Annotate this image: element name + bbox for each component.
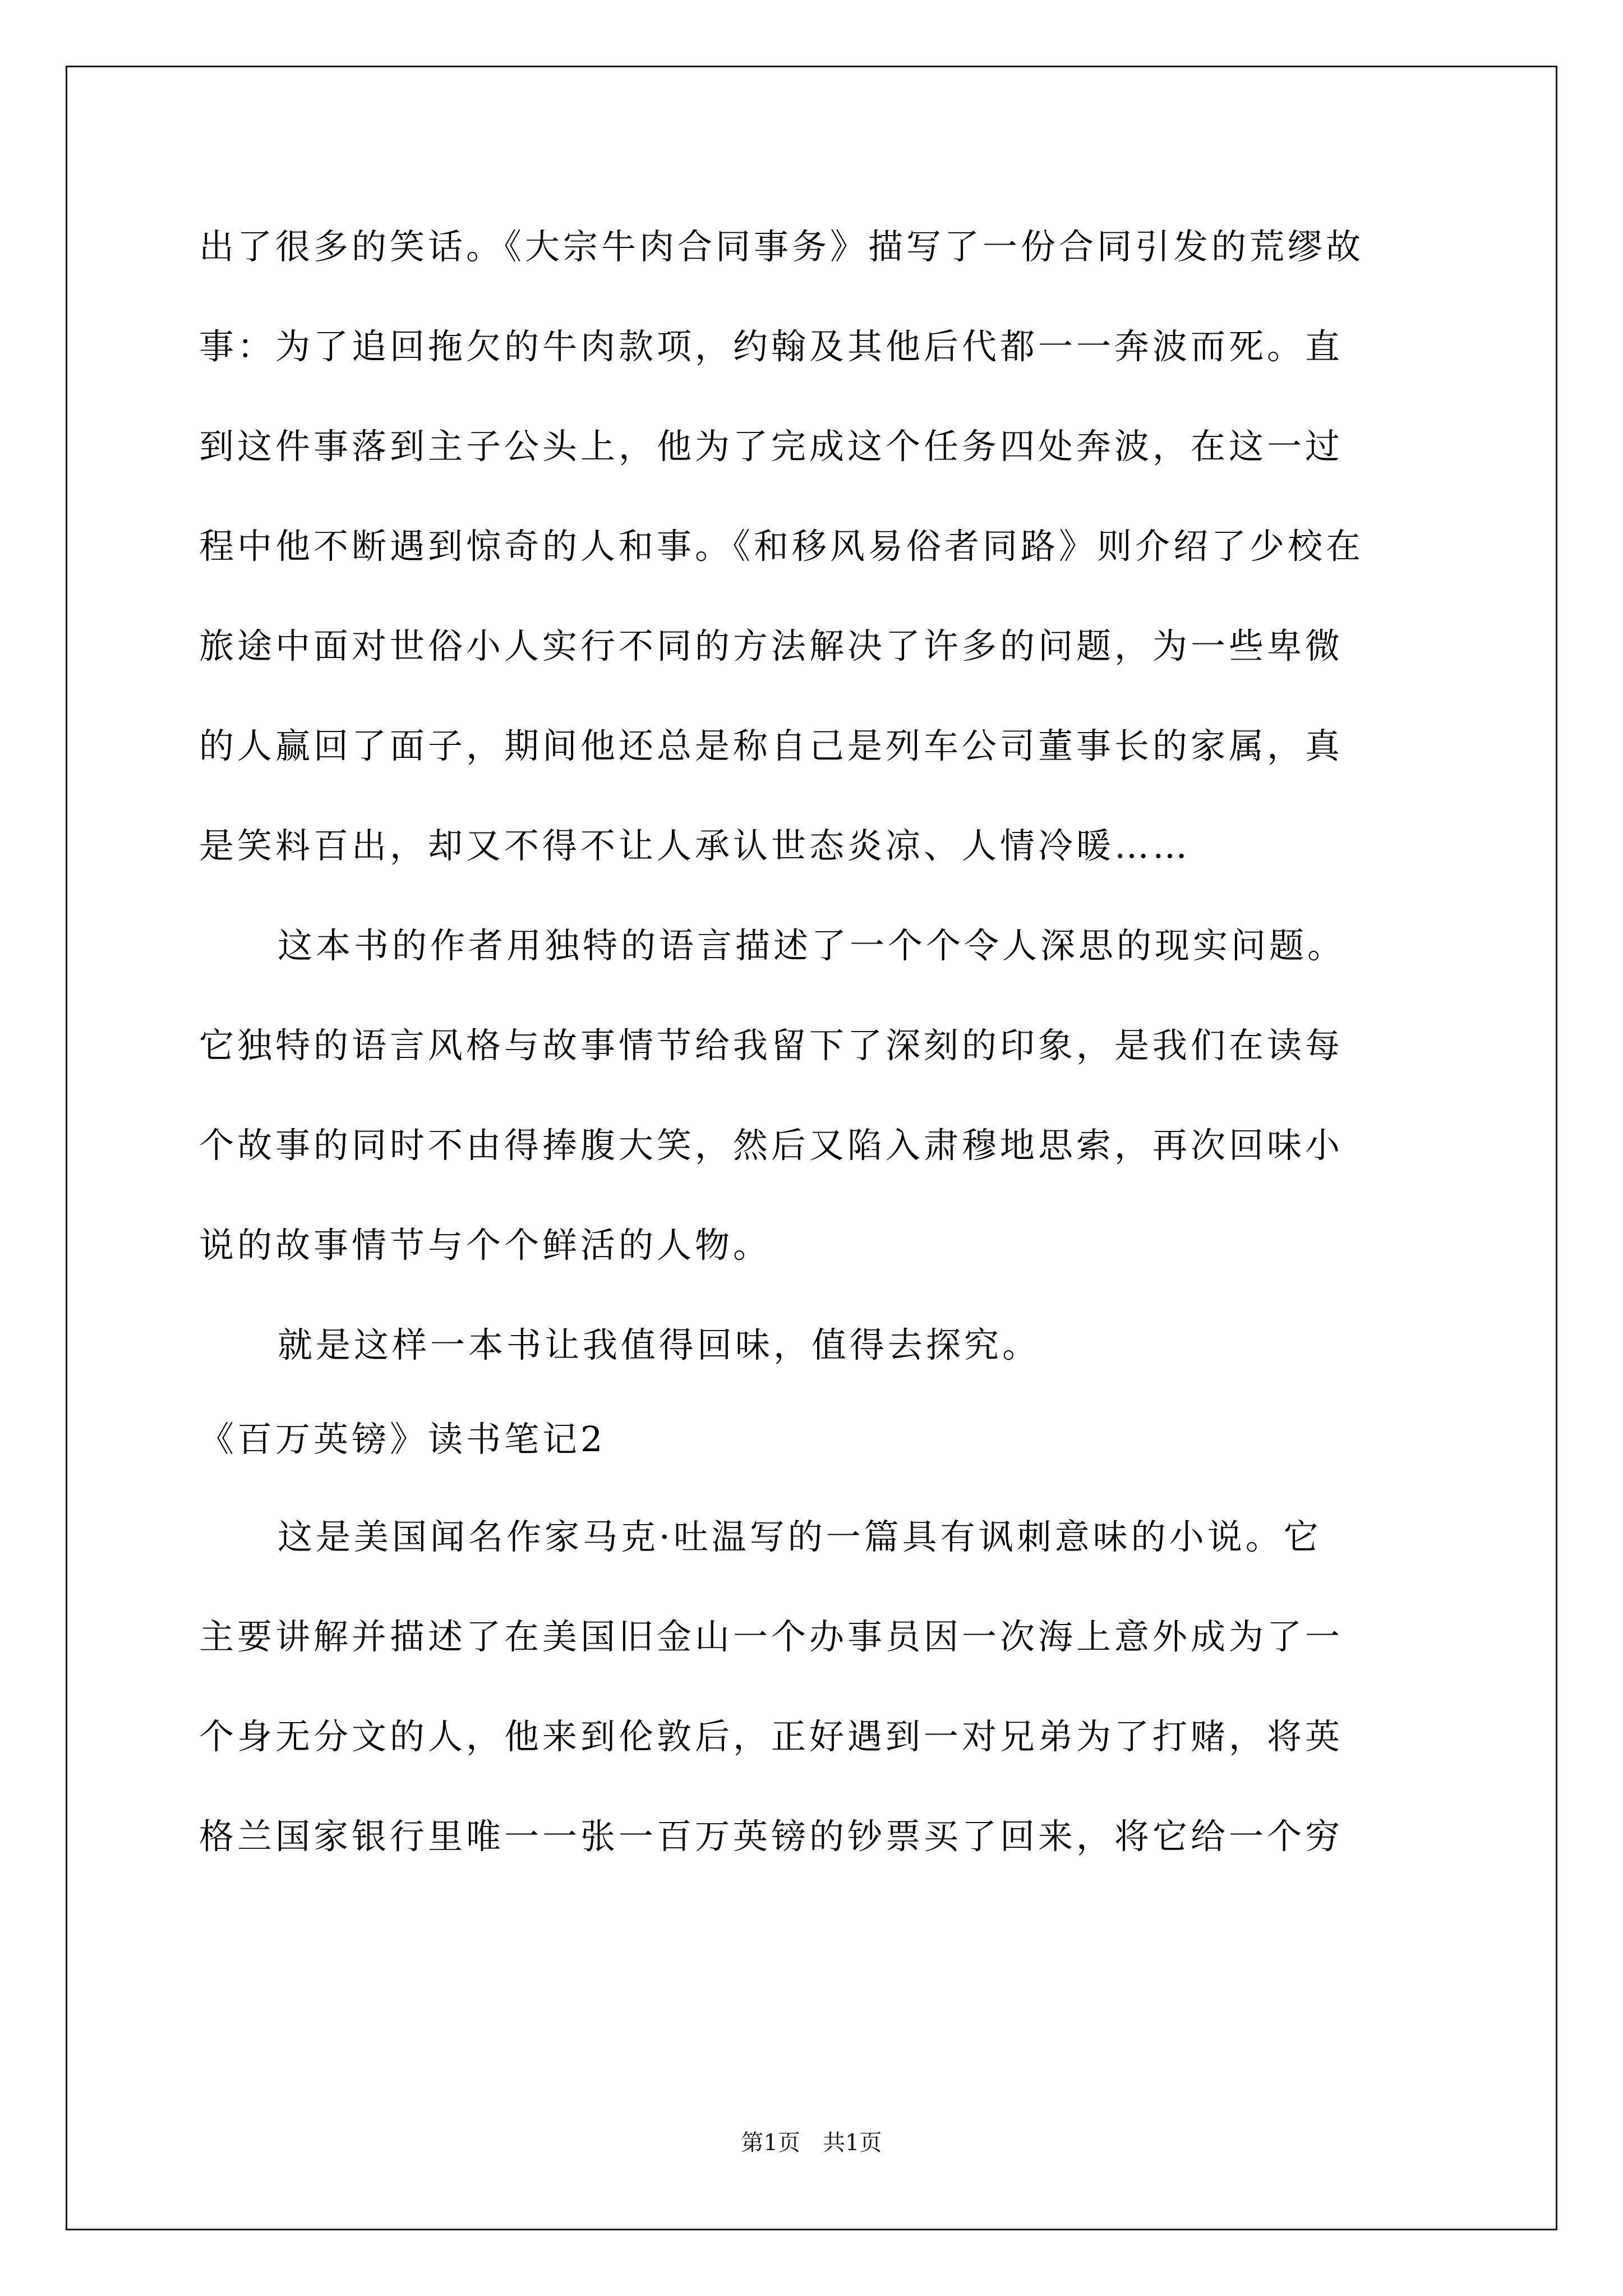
paragraph-start-line: 这是美国闻名作家马克·吐温写的一篇具有讽刺意味的小说。它 — [278, 1516, 1322, 1557]
text-line-9: 它独特的语言风格与故事情节给我留下了深刻的印象，是我们在读每 — [199, 1025, 1344, 1066]
text-line-7: 是笑料百出，却又不得不让人承认世态炎凉、人情冷暖…… — [199, 825, 1191, 866]
paragraph-start-line: 这本书的作者用独特的语言描述了一个个令人深思的现实问题。 — [278, 925, 1346, 966]
text-line-17: 格兰国家银行里唯一一张一百万英镑的钞票买了回来，将它给一个穷 — [199, 1816, 1344, 1857]
page-number-footer: 第1页 共1页 — [741, 2130, 882, 2156]
paragraph-start-line: 就是这样一本书让我值得回味，值得去探究。 — [278, 1324, 1041, 1365]
text-line-3: 到这件事落到主子公头上，他为了完成这个任务四处奔波，在这一过 — [199, 426, 1344, 467]
text-line-5: 旅途中面对世俗小人实行不同的方法解决了许多的问题，为一些卑微 — [199, 625, 1344, 666]
text-line-16: 个身无分文的人，他来到伦敦后，正好遇到一对兄弟为了打赌，将英 — [199, 1716, 1344, 1757]
text-line-6: 的人赢回了面子，期间他还总是称自己是列车公司董事长的家属，真 — [199, 725, 1344, 766]
text-line-1: 出了很多的笑话。《大宗牛肉合同事务》描写了一份合同引发的荒缪故 — [199, 226, 1364, 267]
text-line-2: 事：为了追回拖欠的牛肉款项，约翰及其他后代都一一奔波而死。直 — [199, 326, 1344, 367]
text-line-15: 主要讲解并描述了在美国旧金山一个办事员因一次海上意外成为了一 — [199, 1616, 1344, 1657]
text-line-11: 说的故事情节与个个鲜活的人物。 — [199, 1225, 772, 1266]
text-line-10: 个故事的同时不由得捧腹大笑，然后又陷入肃穆地思索，再次回味小 — [199, 1125, 1344, 1166]
text-line-4: 程中他不断遇到惊奇的人和事。《和移风易俗者同路》则介绍了少校在 — [199, 526, 1364, 567]
section-heading: 《百万英镑》读书笔记2 — [199, 1419, 606, 1460]
